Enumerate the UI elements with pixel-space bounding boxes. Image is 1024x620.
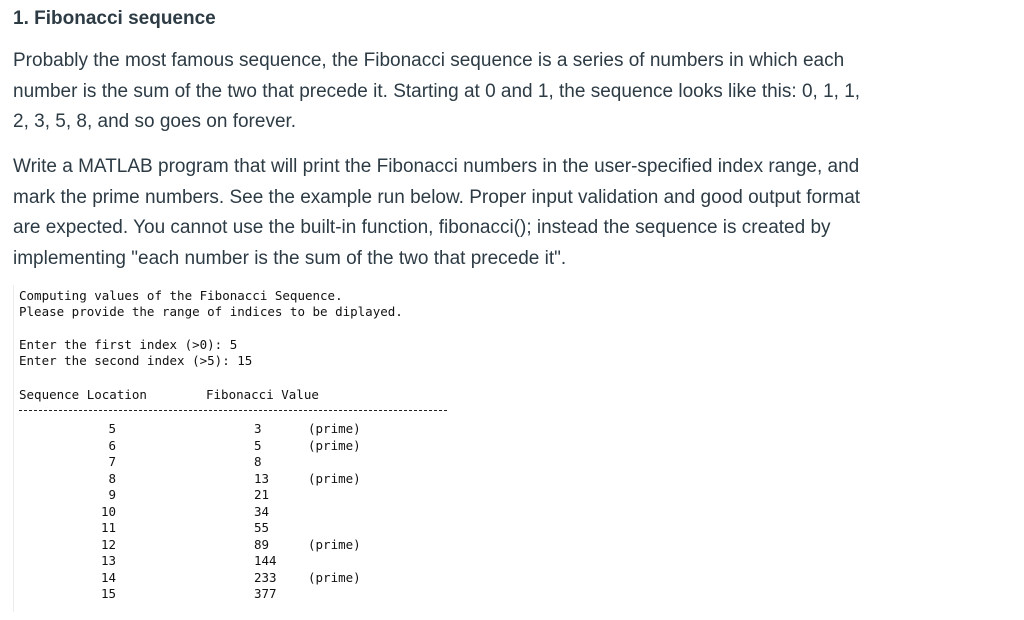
table-row <box>14 586 454 603</box>
header-divider <box>19 410 447 411</box>
prime-mark: (prime) <box>308 421 361 436</box>
intro-line: Please provide the range of indices to be diplayed. <box>19 304 403 319</box>
fibonacci-value: 233 <box>254 569 277 585</box>
sequence-location: 14 <box>100 569 116 585</box>
prime-mark: (prime) <box>308 536 361 552</box>
output-rows <box>14 421 454 603</box>
table-row <box>14 520 454 537</box>
intro-line: Computing values of the Fibonacci Sequence. <box>19 288 343 303</box>
table-row <box>14 553 454 570</box>
fibonacci-value: 55 <box>254 520 270 535</box>
prime-mark: (prime) <box>308 470 361 486</box>
sequence-location: 8 <box>108 470 116 486</box>
fibonacci-value: 34 <box>254 503 270 519</box>
fibonacci-value: 377 <box>254 586 277 601</box>
fibonacci-value: 21 <box>254 487 270 502</box>
sequence-location: 15 <box>100 586 116 601</box>
table-row <box>14 421 454 438</box>
table-row <box>14 454 454 471</box>
task-paragraph: Write a MATLAB program that will print the Fibonacci numbers in the user-specified index range, and mark the prime numbers. See the example run below. Proper input validation and good output format are expected. You cannot use the built-in function, fibonacci(); instead the sequence is created by implementing "each number is the sum of the two that precede it". <box>13 156 861 269</box>
table-row <box>14 570 454 587</box>
sequence-location: 12 <box>100 536 116 552</box>
fibonacci-value: 8 <box>254 454 262 469</box>
fibonacci-value: 144 <box>254 553 277 568</box>
page-title: 1. Fibonacci sequence <box>13 8 216 29</box>
column-header-value: Fibonacci Value <box>206 387 319 402</box>
fibonacci-value: 13 <box>254 470 270 486</box>
table-row <box>14 487 454 504</box>
sequence-location: 6 <box>108 437 116 453</box>
sequence-location: 10 <box>100 503 116 519</box>
table-row <box>14 471 454 488</box>
table-row <box>14 438 454 455</box>
sequence-location: 5 <box>108 421 116 436</box>
column-header-location: Sequence Location <box>19 387 147 402</box>
sequence-location: 7 <box>108 454 116 469</box>
sequence-location: 11 <box>100 520 116 535</box>
intro-paragraph: Probably the most famous sequence, the Fibonacci sequence is a series of numbers in which each number is the sum of the two that precede it. Starting at 0 and 1, the sequence looks like this: 0, 1, 1, 2, 3, 5, 8, and so goes on forever. <box>13 50 861 132</box>
table-row <box>14 537 454 554</box>
table-row <box>14 504 454 521</box>
fibonacci-value: 5 <box>254 437 262 453</box>
sequence-location: 9 <box>108 487 116 502</box>
prompt-line: Enter the second index (>5): 15 <box>19 353 253 368</box>
example-run-output <box>13 285 454 612</box>
prime-mark: (prime) <box>308 437 361 453</box>
fibonacci-value: 89 <box>254 536 270 552</box>
prime-mark: (prime) <box>308 569 361 585</box>
prompt-line: Enter the first index (>0): 5 <box>19 337 238 352</box>
sequence-location: 13 <box>100 553 116 568</box>
fibonacci-value: 3 <box>254 421 262 436</box>
